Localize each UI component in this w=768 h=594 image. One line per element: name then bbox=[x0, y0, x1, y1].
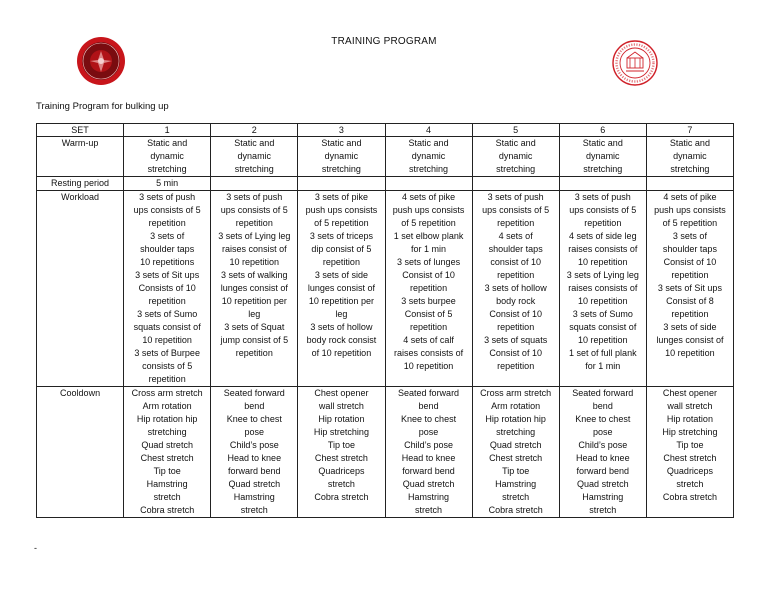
day-header: 1 bbox=[124, 124, 211, 137]
day-header: 4 bbox=[385, 124, 472, 137]
workload-cell: 3 sets of push ups consists of 5 repetition 4 sets of side leg raises consists of 10 repetition 3 sets of Lying leg raises consists of 10 repetition 3 sets of Sumo squats consist of 10 repetition 1 set of full plank for 1 min bbox=[559, 191, 646, 387]
workload-cell: 3 sets of push ups consists of 5 repetition 3 sets of shoulder taps 10 repetitions 3 sets of Sit ups Consists of 10 repetition 3 sets of Sumo squats consist of 10 repetition 3 sets of Burpee consists of 5 repetition bbox=[124, 191, 211, 387]
cooldown-cell: Chest opener wall stretch Hip rotation Hip stretching Tip toe Chest stretch Quadriceps stretch Cobra stretch bbox=[298, 387, 385, 518]
resting-cell bbox=[472, 177, 559, 191]
warmup-cell: Static and dynamic stretching bbox=[211, 137, 298, 177]
workload-cell: 4 sets of pike push ups consists of 5 repetition 1 set elbow plank for 1 min 3 sets of lunges Consist of 10 repetition 3 sets burpee Consist of 5 repetition 4 sets of calf raises consists of 10 repetition bbox=[385, 191, 472, 387]
footer-mark: - bbox=[34, 543, 37, 553]
document-title: TRAINING PROGRAM bbox=[331, 36, 437, 47]
row-label-workload: Workload bbox=[37, 191, 124, 387]
workload-row bbox=[37, 191, 734, 387]
row-label-resting: Resting period bbox=[37, 177, 124, 191]
resting-cell bbox=[385, 177, 472, 191]
resting-row bbox=[37, 177, 734, 191]
cooldown-cell: Cross arm stretch Arm rotation Hip rotation hip stretching Quad stretch Chest stretch Tip toe Hamstring stretch Cobra stretch bbox=[124, 387, 211, 518]
warmup-cell: Static and dynamic stretching bbox=[298, 137, 385, 177]
set-header: SET bbox=[37, 124, 124, 137]
day-header: 5 bbox=[472, 124, 559, 137]
cooldown-cell: Seated forward bend Knee to chest pose Child’s pose Head to knee forward bend Quad stretch Hamstring stretch bbox=[211, 387, 298, 518]
resting-cell bbox=[559, 177, 646, 191]
day-header: 7 bbox=[646, 124, 733, 137]
row-label-warmup: Warm-up bbox=[37, 137, 124, 177]
warmup-cell: Static and dynamic stretching bbox=[646, 137, 733, 177]
cooldown-row bbox=[37, 387, 734, 518]
cooldown-cell: Seated forward bend Knee to chest pose Child’s pose Head to knee forward bend Quad stretch Hamstring stretch bbox=[559, 387, 646, 518]
training-program-table bbox=[36, 123, 734, 518]
warmup-cell: Static and dynamic stretching bbox=[124, 137, 211, 177]
resting-cell bbox=[298, 177, 385, 191]
warmup-row bbox=[37, 137, 734, 177]
warmup-cell: Static and dynamic stretching bbox=[559, 137, 646, 177]
resting-cell bbox=[211, 177, 298, 191]
resting-cell bbox=[646, 177, 733, 191]
workload-cell: 3 sets of pike push ups consists of 5 repetition 3 sets of triceps dip consist of 5 repetition 3 sets of side lunges consist of 10 repetition per leg 3 sets of hollow body rock consist of 10 repetition bbox=[298, 191, 385, 387]
warmup-cell: Static and dynamic stretching bbox=[385, 137, 472, 177]
header-row bbox=[37, 124, 734, 137]
cooldown-cell: Cross arm stretch Arm rotation Hip rotation hip stretching Quad stretch Chest stretch Tip toe Hamstring stretch Cobra stretch bbox=[472, 387, 559, 518]
day-header: 3 bbox=[298, 124, 385, 137]
day-header: 2 bbox=[211, 124, 298, 137]
workload-cell: 3 sets of push ups consists of 5 repetition 4 sets of shoulder taps consist of 10 repetition 3 sets of hollow body rock Consist of 10 repetition 3 sets of squats Consist of 10 repetition bbox=[472, 191, 559, 387]
row-label-cooldown: Cooldown bbox=[37, 387, 124, 518]
warmup-cell: Static and dynamic stretching bbox=[472, 137, 559, 177]
cooldown-cell: Chest opener wall stretch Hip rotation Hip stretching Tip toe Chest stretch Quadriceps stretch Cobra stretch bbox=[646, 387, 733, 518]
resting-cell: 5 min bbox=[124, 177, 211, 191]
workload-cell: 3 sets of push ups consists of 5 repetition 3 sets of Lying leg raises consist of 10 repetition 3 sets of walking lunges consist of 10 repetition per leg 3 sets of Squat jump consist of 5 repetition bbox=[211, 191, 298, 387]
program-subtitle: Training Program for bulking up bbox=[36, 101, 169, 112]
cooldown-cell: Seated forward bend Knee to chest pose Child’s pose Head to knee forward bend Quad stretch Hamstring stretch bbox=[385, 387, 472, 518]
day-header: 6 bbox=[559, 124, 646, 137]
workload-cell: 4 sets of pike push ups consists of 5 repetition 3 sets of shoulder taps Consist of 10 repetition 3 sets of Sit ups Consist of 8 repetition 3 sets of side lunges consist of 10 repetition bbox=[646, 191, 733, 387]
